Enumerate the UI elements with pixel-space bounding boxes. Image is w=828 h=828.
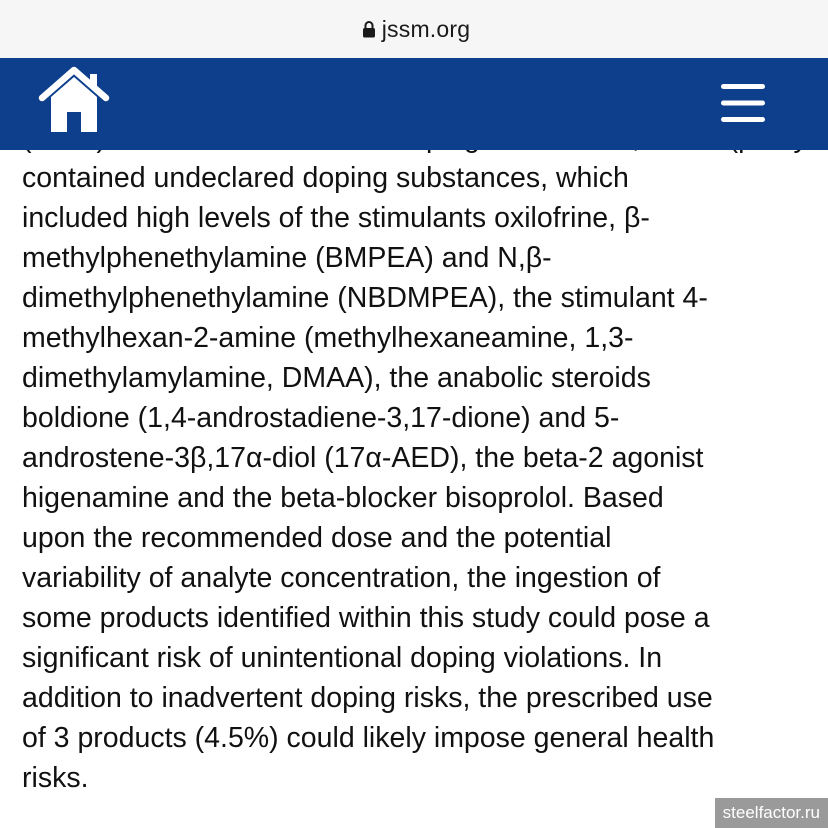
article-line: of 3 products (4.5%) could likely impose general health bbox=[22, 722, 715, 754]
article-line: contained undeclared doping substances, which bbox=[22, 162, 629, 194]
site-header bbox=[0, 58, 828, 150]
article-line: methylhexan-2-amine (methylhexaneamine, 1,3- bbox=[22, 322, 634, 354]
watermark: steelfactor.ru bbox=[715, 798, 828, 828]
home-icon[interactable] bbox=[38, 64, 110, 136]
article-line: some products identified within this study could pose a bbox=[22, 602, 710, 634]
article-abstract bbox=[22, 118, 822, 798]
article-line: dimethylphenethylamine (NBDMPEA), the stimulant 4- bbox=[22, 282, 708, 314]
article-line: risks. bbox=[22, 762, 89, 794]
article-line: higenamine and the beta-blocker bisoprolol. Based bbox=[22, 482, 664, 514]
article-line: upon the recommended dose and the potential bbox=[22, 522, 612, 554]
url-text: jssm.org bbox=[381, 15, 471, 42]
menu-icon[interactable] bbox=[721, 83, 765, 123]
article-line: significant risk of unintentional doping violations. In bbox=[22, 642, 663, 674]
article-line: boldione (1,4-androstadiene-3,17-dione) and 5- bbox=[22, 402, 620, 434]
article-line: included high levels of the stimulants oxilofrine, β- bbox=[22, 202, 650, 234]
article-line: addition to inadvertent doping risks, the prescribed use bbox=[22, 682, 713, 714]
article-line: androstene-3β,17α-diol (17α-AED), the beta-2 agonist bbox=[22, 442, 704, 474]
article-line: methylphenethylamine (BMPEA) and N,β- bbox=[22, 242, 552, 274]
article-line: variability of analyte concentration, the ingestion of bbox=[22, 562, 661, 594]
article-line: dimethylamylamine, DMAA), the anabolic steroids bbox=[22, 362, 651, 394]
